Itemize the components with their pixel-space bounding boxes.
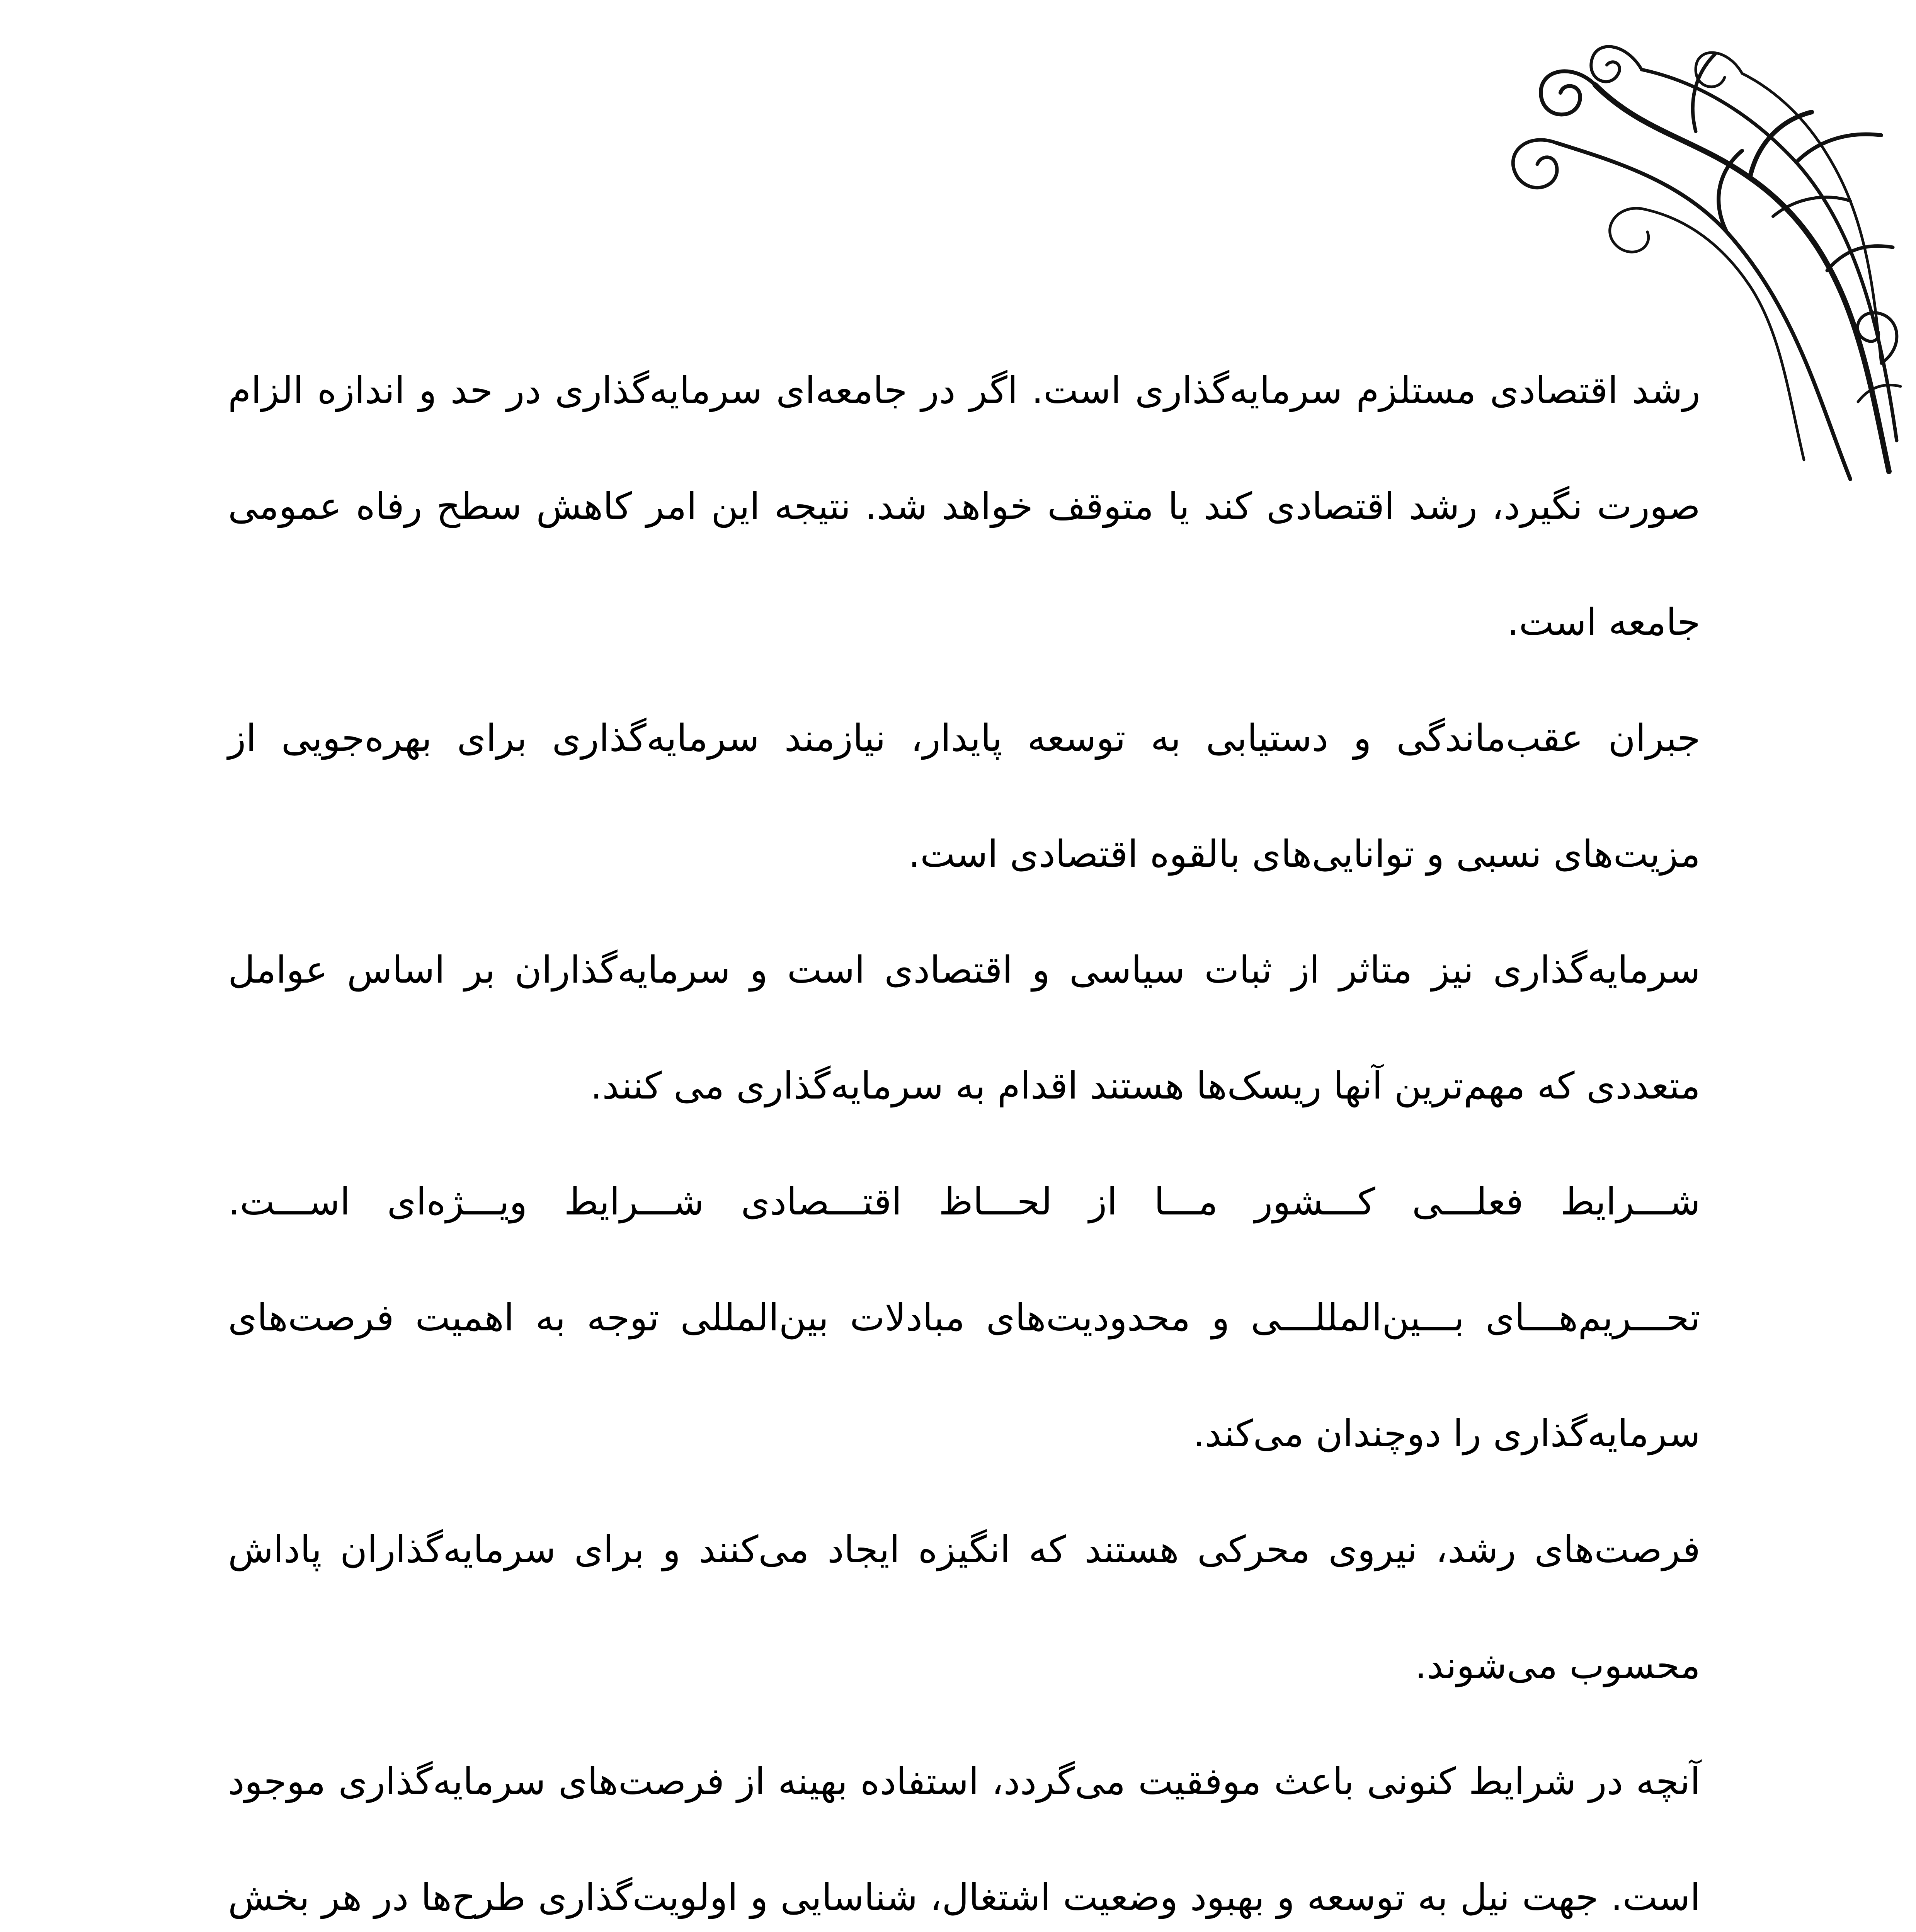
paragraph-2: جبران عقب‌ماندگی و دستیابی به توسعه پایدار، نیازمند سرمایه‌گذاری برای بهره‌جویی از مزیت‌های نسبی و توانایی‌های بالقوه اقتصادی است. [228, 716, 1700, 876]
paragraph-1: رشد اقتصادی مستلزم سرمایه‌گذاری است. اگر در جامعه‌ای سرمایه‌گذاری در حد و اندازه الزام صورت نگیرد، رشد اقتصادی کند یا متوقف خواهد شد. نتیجه این امر کاهش سطح رفاه عمومی جامعه است. [228, 369, 1700, 644]
body-text [228, 332, 1700, 1932]
paragraph-6: آنچه در شرایط کنونی باعث موفقیت می‌گردد، استفاده بهینه از فرصت‌های سرمایه‌گذاری موجود است. جهت نیل به توسعه و بهبود وضعیت اشتغال، شناسایی و اولویت‌گذاری طرح‌ها در هر بخش [228, 1760, 1700, 1919]
paragraph-5: فرصت‌های رشد، نیروی محرکی هستند که انگیزه ایجاد می‌کنند و برای سرمایه‌گذاران پاداش محسوب می‌شوند. [228, 1528, 1700, 1687]
paragraph-3: سرمایه‌گذاری نیز متاثر از ثبات سیاسی و اقتصادی است و سرمایه‌گذاران بر اساس عوامل متعددی که مهم‌ترین آنها ریسک‌ها هستند اقدام به سرمایه‌گذاری می کنند. [228, 948, 1700, 1107]
paragraph-4: شـــرایط فعلـــی کـــشور مـــا از لحـــاظ اقتـــصادی شـــرایط ویـــژه‌ای اســـت. تحـــریم‌هـــای بـــین‌المللـــی و محدودیت‌های مبادلات بین‌المللی توجه به اهمیت فرصت‌های سرمایه‌گذاری را دوچندان می‌کند. [228, 1180, 1700, 1455]
